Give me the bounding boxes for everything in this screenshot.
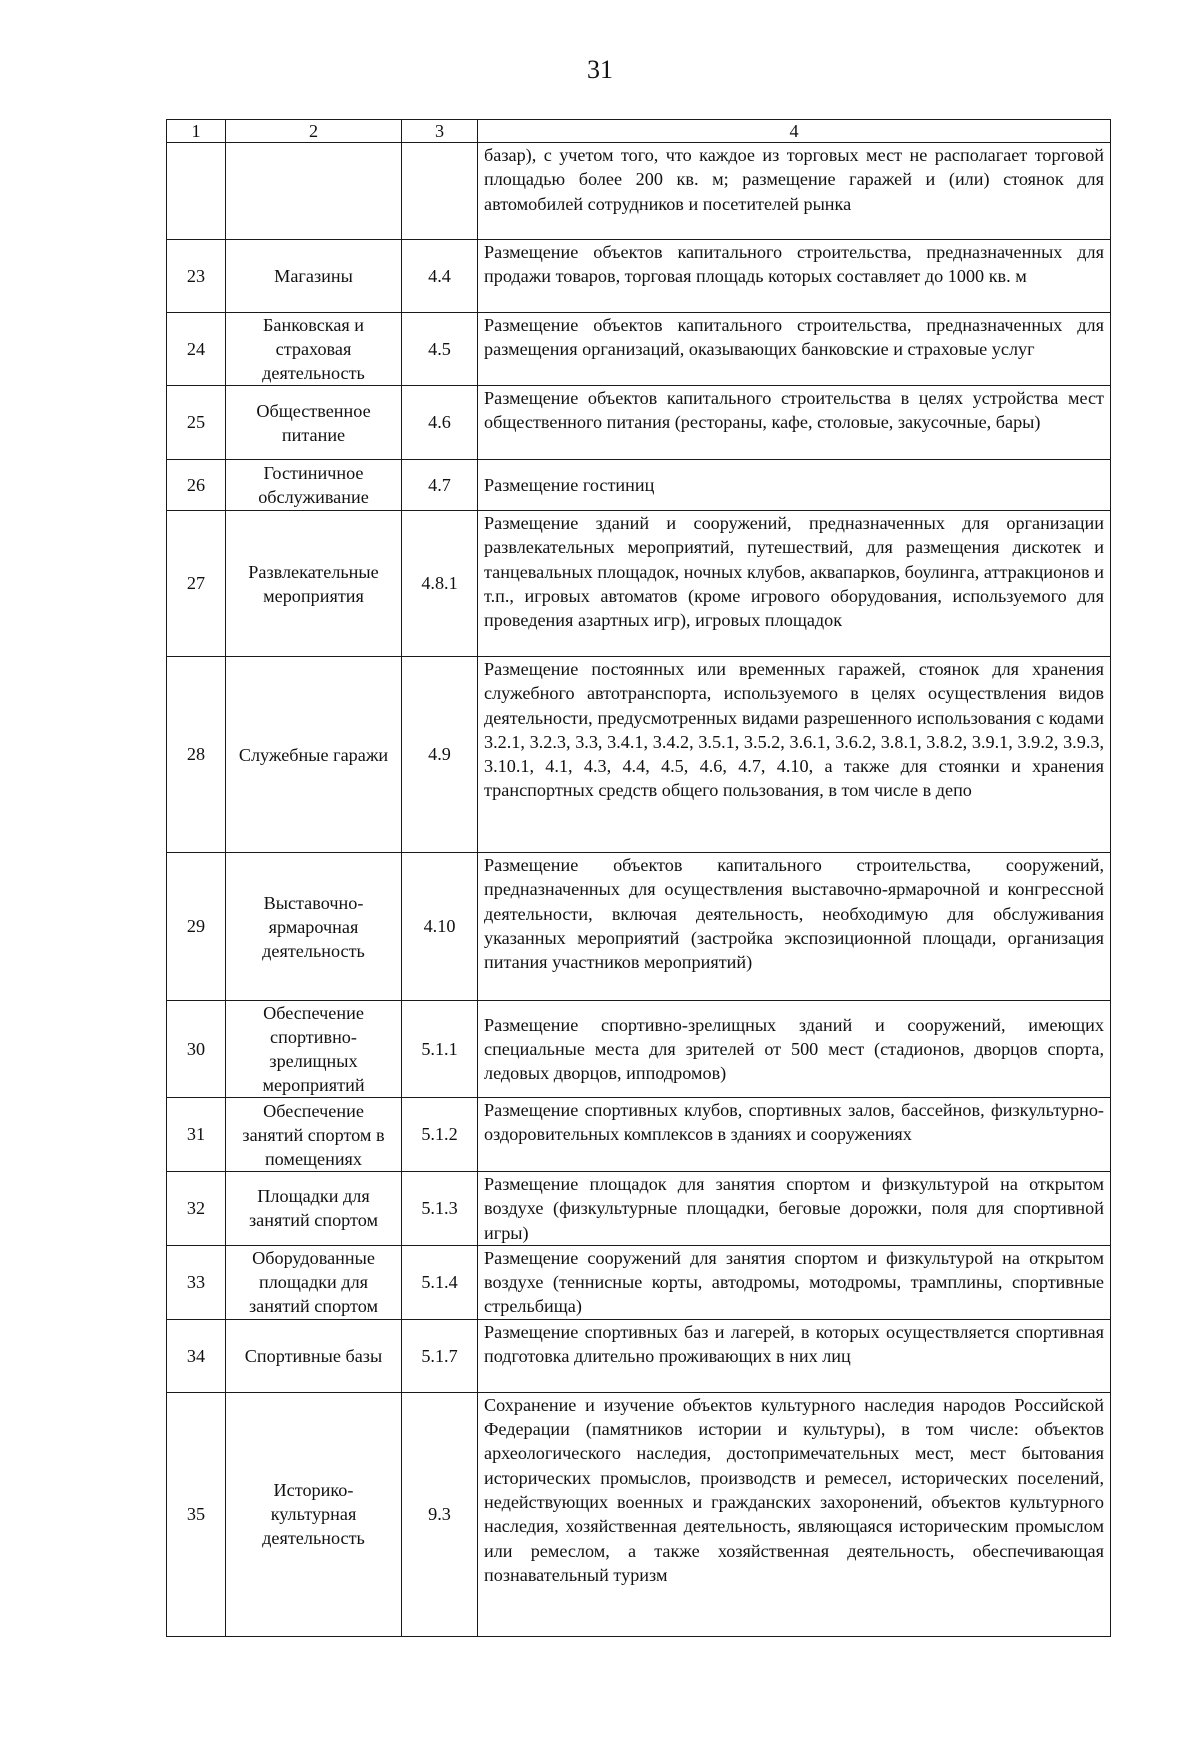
- row-name: Банковская и страховая деятельность: [226, 313, 402, 386]
- row-code: 5.1.4: [402, 1245, 478, 1319]
- row-code: 4.8.1: [402, 511, 478, 657]
- row-description: Размещение спортивных клубов, спортивных залов, бассейнов, физкультурно-оздоровительных комплексов в зданиях и сооружениях: [478, 1098, 1111, 1172]
- row-name: Выставочно-ярмарочная деятельность: [226, 853, 402, 1001]
- row-number: 35: [167, 1392, 226, 1636]
- row-code: 4.4: [402, 240, 478, 313]
- row-name: Служебные гаражи: [226, 657, 402, 853]
- row-description: Размещение объектов капитального строительства в целях устройства мест общественного питания (рестораны, кафе, столовые, закусочные, бары): [478, 386, 1111, 460]
- table-row: [167, 511, 1111, 657]
- table-row: [167, 313, 1111, 386]
- row-code: 4.7: [402, 460, 478, 511]
- row-code: 5.1.1: [402, 1001, 478, 1098]
- table-row: [167, 386, 1111, 460]
- table-row: [167, 657, 1111, 853]
- row-number: 27: [167, 511, 226, 657]
- row-description: Размещение зданий и сооружений, предназначенных для организации развлекательных мероприятий, путешествий, для размещения дискотек и танцевальных площадок, ночных клубов, аквапарков, боулинга, аттракционов и т.п., игровых автоматов (кроме игрового оборудования, используемого для проведения азартных игр), игровых площадок: [478, 511, 1111, 657]
- table-row: [167, 1319, 1111, 1392]
- row-name: Общественное питание: [226, 386, 402, 460]
- column-header: 1: [167, 120, 226, 143]
- table-row: [167, 143, 1111, 240]
- table-row: [167, 240, 1111, 313]
- land-use-table: [166, 119, 1111, 1637]
- row-description: Размещение спортивных баз и лагерей, в которых осуществляется спортивная подготовка длительно проживающих в них лиц: [478, 1319, 1111, 1392]
- column-header: 4: [478, 120, 1111, 143]
- table-row: [167, 853, 1111, 1001]
- table-row: [167, 1392, 1111, 1636]
- row-name: [226, 143, 402, 240]
- row-description: Размещение сооружений для занятия спортом и физкультурой на открытом воздухе (теннисные корты, автодромы, мотодромы, трамплины, спортивные стрельбища): [478, 1245, 1111, 1319]
- row-code: 5.1.2: [402, 1098, 478, 1172]
- row-name: Магазины: [226, 240, 402, 313]
- table-row: [167, 1001, 1111, 1098]
- column-header: 2: [226, 120, 402, 143]
- row-number: 29: [167, 853, 226, 1001]
- row-code: 4.9: [402, 657, 478, 853]
- row-description: базар), с учетом того, что каждое из торговых мест не располагает торговой площадью более 200 кв. м; размещение гаражей и (или) стоянок для автомобилей сотрудников и посетителей рынка: [478, 143, 1111, 240]
- row-code: 4.5: [402, 313, 478, 386]
- row-number: 32: [167, 1172, 226, 1246]
- row-description: Размещение площадок для занятия спортом и физкультурой на открытом воздухе (физкультурные площадки, беговые дорожки, поля для спортивной игры): [478, 1172, 1111, 1246]
- row-code: 4.6: [402, 386, 478, 460]
- row-name: Развлекательные мероприятия: [226, 511, 402, 657]
- row-number: 33: [167, 1245, 226, 1319]
- row-description: Размещение объектов капитального строительства, предназначенных для размещения организаций, оказывающих банковские и страховые услуг: [478, 313, 1111, 386]
- row-description: Размещение объектов капитального строительства, предназначенных для продажи товаров, торговая площадь которых составляет до 1000 кв. м: [478, 240, 1111, 313]
- row-name: Площадки для занятий спортом: [226, 1172, 402, 1246]
- row-description: Размещение спортивно-зрелищных зданий и сооружений, имеющих специальные места для зрителей от 500 мест (стадионов, дворцов спорта, ледовых дворцов, ипподромов): [478, 1001, 1111, 1098]
- row-name: Гостиничное обслуживание: [226, 460, 402, 511]
- row-number: 25: [167, 386, 226, 460]
- row-code: 5.1.3: [402, 1172, 478, 1246]
- column-header: 3: [402, 120, 478, 143]
- row-code: [402, 143, 478, 240]
- row-name: Обеспечение занятий спортом в помещениях: [226, 1098, 402, 1172]
- row-description: Размещение гостиниц: [478, 460, 1111, 511]
- row-number: 28: [167, 657, 226, 853]
- row-code: 5.1.7: [402, 1319, 478, 1392]
- row-number: 31: [167, 1098, 226, 1172]
- table-row: [167, 1098, 1111, 1172]
- row-description: Размещение объектов капитального строительства, сооружений, предназначенных для осуществления выставочно-ярмарочной и конгрессной деятельности, включая деятельность, необходимую для обслуживания указанных мероприятий (застройка экспозиционной площади, организация питания участников мероприятий): [478, 853, 1111, 1001]
- row-name: Историко-культурная деятельность: [226, 1392, 402, 1636]
- table-row: [167, 1172, 1111, 1246]
- row-code: 4.10: [402, 853, 478, 1001]
- table-row: [167, 460, 1111, 511]
- row-number: [167, 143, 226, 240]
- row-number: 30: [167, 1001, 226, 1098]
- page-number: 31: [587, 55, 613, 84]
- row-number: 26: [167, 460, 226, 511]
- row-description: Сохранение и изучение объектов культурного наследия народов Российской Федерации (памятников истории и культуры), в том числе: объектов археологического наследия, достопримечательных мест, мест бытования исторических промыслов, производств и ремесел, исторических поселений, недействующих военных и гражданских захоронений, объектов культурного наследия, хозяйственная деятельность, являющаяся историческим промыслом или ремеслом, а также хозяйственная деятельность, обеспечивающая познавательный туризм: [478, 1392, 1111, 1636]
- row-name: Обеспечение спортивно-зрелищных мероприятий: [226, 1001, 402, 1098]
- row-name: Оборудованные площадки для занятий спортом: [226, 1245, 402, 1319]
- row-number: 23: [167, 240, 226, 313]
- table-row: [167, 1245, 1111, 1319]
- row-description: Размещение постоянных или временных гаражей, стоянок для хранения служебного автотранспорта, используемого в целях осуществления видов деятельности, предусмотренных видами разрешенного использования с кодами 3.2.1, 3.2.3, 3.3, 3.4.1, 3.4.2, 3.5.1, 3.5.2, 3.6.1, 3.6.2, 3.8.1, 3.8.2, 3.9.1, 3.9.2, 3.9.3, 3.10.1, 4.1, 4.3, 4.4, 4.5, 4.6, 4.7, 4.10, а также для стоянки и хранения транспортных средств общего пользования, в том числе в депо: [478, 657, 1111, 853]
- row-code: 9.3: [402, 1392, 478, 1636]
- row-number: 24: [167, 313, 226, 386]
- row-name: Спортивные базы: [226, 1319, 402, 1392]
- row-number: 34: [167, 1319, 226, 1392]
- table-header-row: [167, 120, 1111, 143]
